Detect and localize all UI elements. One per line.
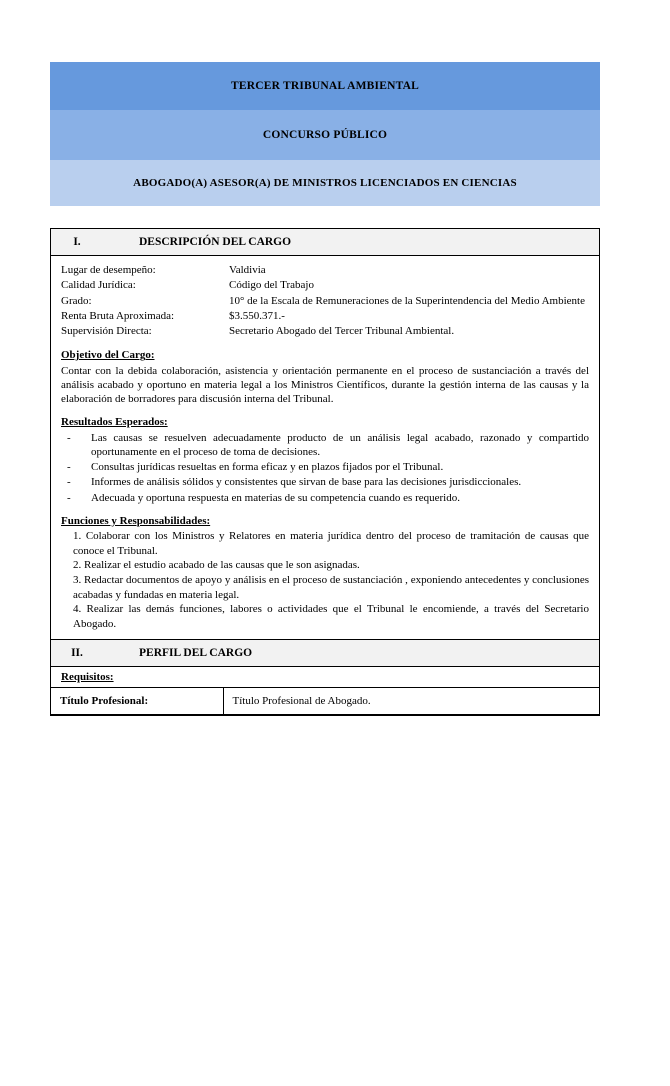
requisitos-title: Requisitos: (51, 667, 599, 688)
field-value: $3.550.371.- (229, 309, 285, 322)
list-item: 4. Realizar las demás funciones, labores o actividades que el Tribunal le encomiende, a través del Secretario Abogado. (73, 603, 589, 630)
funciones-title: Funciones y Responsabilidades: (61, 515, 211, 528)
field-label: Lugar de desempeño: (61, 264, 156, 276)
objetivo-title: Objetivo del Cargo: (61, 349, 155, 362)
resultados-block (61, 415, 589, 505)
section-body-descripcion (51, 256, 599, 639)
table-row (51, 688, 599, 715)
list-item: 1. Colaborar con los Ministros y Relatores en materia jurídica dentro del proceso de tramitación de causas que conoce el Tribunal. (73, 530, 589, 557)
requisito-value: Título Profesional de Abogado. (223, 688, 599, 715)
list-item: 3. Redactar documentos de apoyo y análisis en el proceso de sustanciación , exponiendo antecedentes y conclusiones acabadas y fundadas en materia legal. (73, 573, 589, 601)
section-header-descripcion (51, 229, 599, 256)
field-row (61, 278, 589, 293)
field-label: Supervisión Directa: (61, 325, 152, 338)
section-title-perfil: PERFIL DEL CARGO (139, 647, 253, 660)
list-item: - Adecuada y oportuna respuesta en materias de su competencia cuando es requerido. (61, 491, 589, 505)
field-label: Grado: (61, 294, 92, 307)
section-number-perfil: II. (71, 647, 83, 660)
field-list (61, 263, 589, 339)
field-row (61, 309, 589, 324)
field-value: Código del Trabajo (229, 279, 314, 292)
funciones-list (61, 529, 589, 631)
banner-title-position: ABOGADO(A) ASESOR(A) DE MINISTROS LICENCIADOS EN CIENCIAS (50, 160, 600, 206)
job-description-table (50, 228, 600, 716)
field-value: Secretario Abogado del Tercer Tribunal Ambiental. (229, 325, 455, 338)
section-number-descripcion: I. (73, 236, 81, 248)
section-header-perfil (51, 639, 599, 667)
field-row (61, 263, 589, 278)
objetivo-block (61, 348, 589, 406)
requisitos-table (51, 688, 599, 715)
list-item: - Informes de análisis sólidos y consistentes que sirvan de base para las decisiones jurisdiccionales. (61, 475, 589, 489)
objetivo-text: Contar con la debida colaboración, asistencia y orientación permanente en el proceso de sustanciación a través del análisis acabado y oportuno en materia legal a los Ministros Científicos, durante la gestión interna de las causas y la elaboración de borradores para discusión interna del Tribunal. (61, 364, 589, 406)
list-item: - Las causas se resuelven adecuadamente producto de un análisis legal acabado, razonado y compartido oportunamente en el proceso de toma de decisiones. (61, 431, 589, 460)
header-banner (50, 62, 600, 206)
resultados-title: Resultados Esperados: (61, 416, 168, 429)
field-value: Valdivia (229, 264, 266, 276)
funciones-block (61, 514, 589, 631)
section-title-descripcion: DESCRIPCIÓN DEL CARGO (139, 236, 292, 248)
document-page (0, 62, 670, 1086)
banner-title-institution: TERCER TRIBUNAL AMBIENTAL (50, 62, 600, 110)
field-row (61, 294, 589, 309)
list-item: - Consultas jurídicas resueltas en forma eficaz y en plazos fijados por el Tribunal. (61, 460, 589, 474)
field-value: 10° de la Escala de Remuneraciones de la Superintendencia del Medio Ambiente (229, 294, 585, 307)
banner-title-process: CONCURSO PÚBLICO (50, 110, 600, 160)
resultados-list (61, 431, 589, 505)
field-row (61, 324, 589, 339)
requisito-key: Título Profesional: (51, 688, 223, 715)
field-label: Calidad Jurídica: (61, 279, 136, 292)
field-label: Renta Bruta Aproximada: (61, 309, 175, 322)
list-item: 2. Realizar el estudio acabado de las causas que le son asignadas. (73, 559, 360, 572)
